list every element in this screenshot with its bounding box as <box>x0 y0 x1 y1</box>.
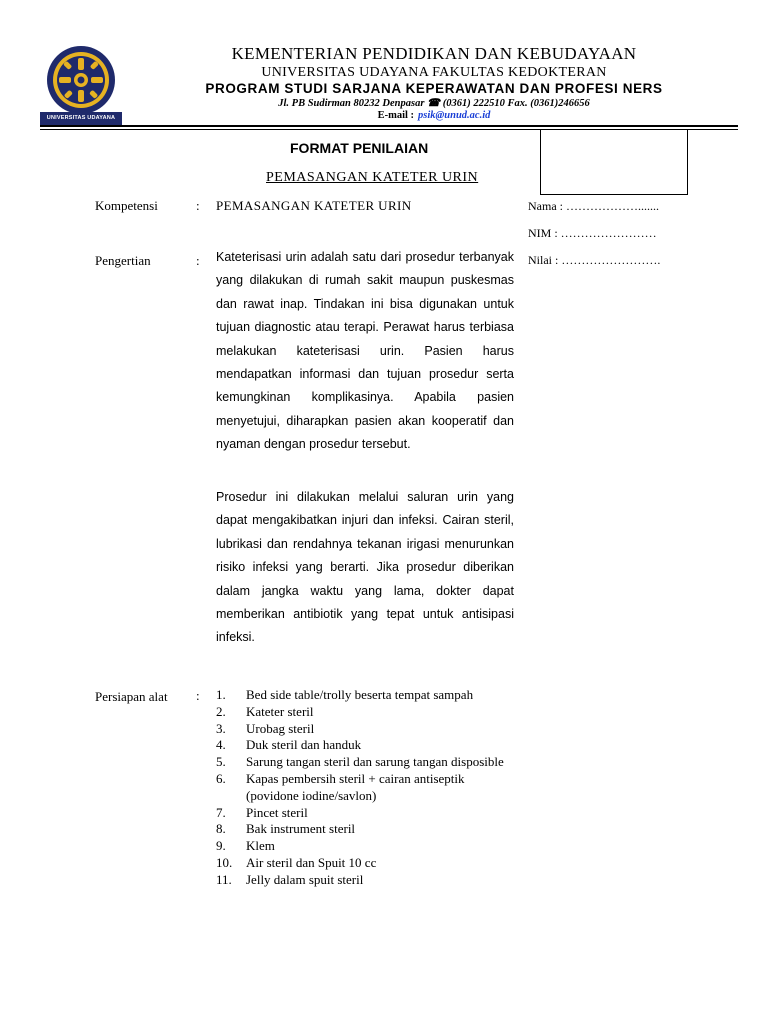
list-item-number: 8. <box>216 821 226 837</box>
list-item <box>216 838 516 855</box>
persiapan-colon: : <box>196 688 200 703</box>
pengertian-paragraph-2: Prosedur ini dilakukan melalui saluran urin yang dapat mengakibatkan injuri dan infeksi. Cairan steril, lubrikasi dan rendahnya tekanan irigasi menurunkan risiko infeksi yang berarti. Jika prosedur diberikan dalam jangka waktu yang lama, dokter dapat memberikan antibiotik yang tepat untuk antisipasi infeksi. <box>216 490 514 645</box>
photo-box <box>540 129 688 195</box>
document-title: FORMAT PENILAIAN <box>290 140 429 156</box>
list-item-text: Kapas pembersih steril + cairan antiseptik (povidone iodine/savlon) <box>246 770 465 803</box>
list-item <box>216 737 516 754</box>
address-line: Jl. PB Sudirman 80232 Denpasar ☎ (0361) 222510 Fax. (0361)246656 <box>278 98 590 109</box>
list-item-text: Pincet steril <box>246 804 308 820</box>
persiapan-label: Persiapan alat <box>95 689 168 704</box>
program-heading: PROGRAM STUDI SARJANA KEPERAWATAN DAN PROFESI NERS <box>205 81 663 96</box>
header-rule-thick <box>40 125 738 127</box>
list-item-text: Sarung tangan steril dan sarung tangan disposible <box>246 754 504 770</box>
list-item <box>216 821 516 838</box>
list-item-text: Klem <box>246 838 275 854</box>
list-item-text: Urobag steril <box>246 720 315 736</box>
list-item <box>216 704 516 721</box>
list-item-number: 4. <box>216 737 226 753</box>
list-item-text: Air steril dan Spuit 10 cc <box>246 854 377 870</box>
student-name-field: Nama : ………………....... <box>528 199 659 213</box>
list-item-number: 7. <box>216 804 226 820</box>
list-item-number: 3. <box>216 720 226 736</box>
list-item-number: 6. <box>216 770 226 786</box>
kompetensi-value: PEMASANGAN KATETER URIN <box>216 198 412 213</box>
pengertian-label: Pengertian <box>95 253 151 268</box>
list-item-text: Bak instrument steril <box>246 821 356 837</box>
email-link[interactable]: psik@unud.ac.id <box>418 110 491 121</box>
list-item-text: Duk steril dan handuk <box>246 737 362 753</box>
pengertian-paragraph-1: Kateterisasi urin adalah satu dari prosedur terbanyak yang dilakukan di rumah sakit maupun puskesmas dan rawat inap. Tindakan ini bisa digunakan untuk tujuan diagnostic atau terapi. Perawat harus terbiasa melakukan kateterisasi urin. Pasien harus mendapatkan informasi dan tujuan prosedur serta kemungkinan komplikasinya. Apabila pasien menyetujui, diharapkan pasien akan kooperatif dan nyaman dengan prosedur tersebut. <box>216 250 514 452</box>
ministry-heading: KEMENTERIAN PENDIDIKAN DAN KEBUDAYAAN <box>231 44 637 63</box>
list-item <box>216 855 516 872</box>
list-item-number: 2. <box>216 703 226 719</box>
student-nim-field: NIM : …………………… <box>528 226 657 240</box>
list-item-text: Kateter steril <box>246 703 314 719</box>
list-item <box>216 805 516 822</box>
list-item <box>216 771 516 805</box>
list-item-number: 11. <box>216 871 232 887</box>
equipment-list <box>216 687 516 889</box>
list-item <box>216 721 516 738</box>
list-item <box>216 687 516 704</box>
list-item <box>216 754 516 771</box>
document-subtitle: PEMASANGAN KATETER URIN <box>266 170 479 185</box>
list-item-text: Jelly dalam spuit steril <box>246 871 364 887</box>
list-item-number: 1. <box>216 687 226 702</box>
kompetensi-label: Kompetensi <box>95 198 158 213</box>
email-line <box>130 110 738 121</box>
logo-caption: UNIVERSITAS UDAYANA <box>40 112 122 125</box>
kompetensi-colon: : <box>196 198 200 213</box>
list-item-number: 9. <box>216 838 226 854</box>
email-label: E-mail : <box>377 110 415 121</box>
pengertian-colon: : <box>196 253 200 268</box>
list-item-number: 10. <box>216 854 233 870</box>
student-score-field: Nilai : ……………………. <box>528 253 661 267</box>
university-heading: UNIVERSITAS UDAYANA FAKULTAS KEDOKTERAN <box>261 65 607 80</box>
list-item-text: Bed side table/trolly beserta tempat sampah <box>246 687 474 702</box>
list-item-number: 5. <box>216 754 226 770</box>
list-item <box>216 872 516 889</box>
